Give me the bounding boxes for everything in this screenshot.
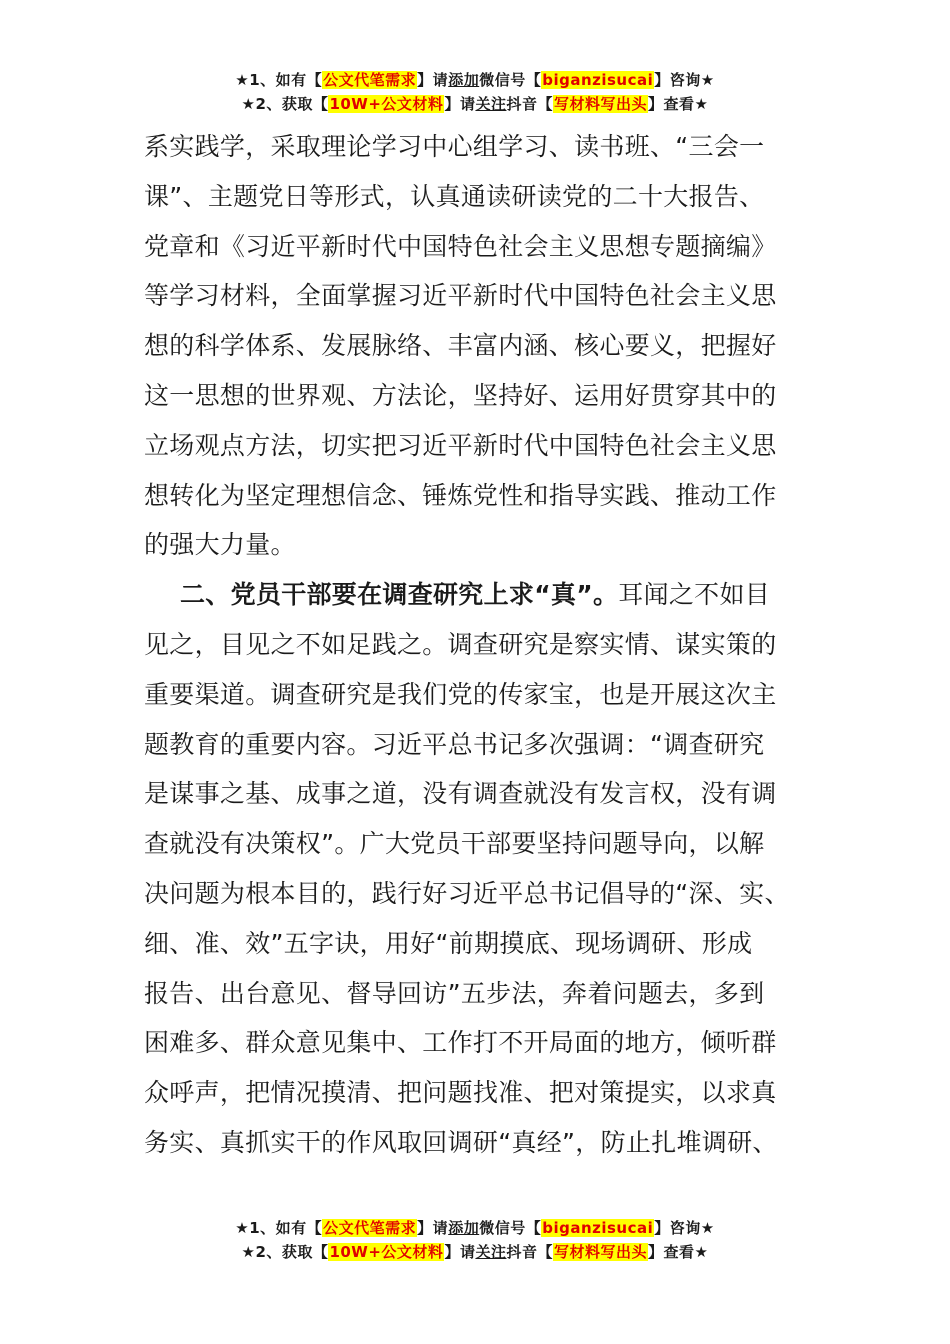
banner-line-1: ★1、如有【公文代笔需求】请添加微信号【biganzisucai】咨询★: [235, 1219, 715, 1237]
banner-line-2: ★2、获取【10W+公文材料】请关注抖音【写材料写出头】查看★: [241, 95, 709, 113]
highlight-douyin: 写材料写出头: [553, 95, 647, 113]
text-line: 等学习材料，全面掌握习近平新时代中国特色社会主义思: [144, 281, 777, 311]
highlight-wechat-id: biganzisucai: [542, 1219, 654, 1237]
text-line: 见之，目见之不如足践之。调查研究是察实情、谋实策的: [144, 629, 777, 659]
text-line: 系实践学，采取理论学习中心组学习、读书班、“三会一: [144, 132, 765, 161]
paragraph-1: [144, 122, 814, 570]
highlight-service: 公文代笔需求: [323, 1219, 417, 1237]
banner-line-2: ★2、获取【10W+公文材料】请关注抖音【写材料写出头】查看★: [241, 1243, 709, 1261]
text-line: 立场观点方法，切实把习近平新时代中国特色社会主义思: [144, 430, 777, 460]
text-line: 困难多、群众意见集中、工作打不开局面的地方，倾听群: [144, 1028, 777, 1058]
text-line: 想的科学体系、发展脉络、丰富内涵、核心要义，把握好: [144, 331, 777, 361]
section-heading: 二、党员干部要在调查研究上求“真”。: [180, 580, 619, 610]
text-line: 众呼声，把情况摸清、把问题找准、把对策提实，以求真: [144, 1078, 777, 1108]
document-body: [144, 122, 814, 1168]
paragraph-2: [144, 570, 814, 1168]
highlight-materials: 10W+公文材料: [329, 1243, 444, 1261]
text-line: 的强大力量。: [144, 530, 296, 560]
highlight-wechat-id: biganzisucai: [542, 71, 654, 89]
text-line: 务实、真抓实干的作风取回调研“真经”，防止扎堆调研、: [144, 1127, 778, 1157]
highlight-service: 公文代笔需求: [323, 71, 417, 89]
text-line: 二、党员干部要在调查研究上求“真”。耳闻之不如目: [180, 580, 771, 610]
highlight-materials: 10W+公文材料: [329, 95, 444, 113]
text-line: 题教育的重要内容。习近平总书记多次强调：“调查研究: [144, 729, 765, 759]
text-line: 是谋事之基、成事之道，没有调查就没有发言权，没有调: [144, 779, 777, 809]
text-line: 细、准、效”五字诀，用好“前期摸底、现场调研、形成: [144, 928, 753, 958]
footer-banner: [0, 1216, 950, 1264]
text-line: 想转化为坚定理想信念、锤炼党性和指导实践、推动工作: [144, 480, 777, 510]
header-banner: [0, 68, 950, 116]
highlight-douyin: 写材料写出头: [553, 1243, 647, 1261]
text-line: 课”、主题党日等形式，认真通读研读党的二十大报告、: [144, 181, 765, 211]
text-line: 查就没有决策权”。广大党员干部要坚持问题导向，以解: [144, 829, 765, 859]
text-line: 党章和《习近平新时代中国特色社会主义思想专题摘编》: [144, 231, 777, 261]
banner-line-1: ★1、如有【公文代笔需求】请添加微信号【biganzisucai】咨询★: [235, 71, 715, 89]
text-line: 重要渠道。调查研究是我们党的传家宝，也是开展这次主: [144, 679, 777, 709]
text-line: 这一思想的世界观、方法论，坚持好、运用好贯穿其中的: [144, 380, 777, 410]
text-line: 决问题为根本目的，践行好习近平总书记倡导的“深、实、: [144, 878, 790, 908]
text-line: 报告、出台意见、督导回访”五步法，奔着问题去，多到: [144, 978, 765, 1008]
